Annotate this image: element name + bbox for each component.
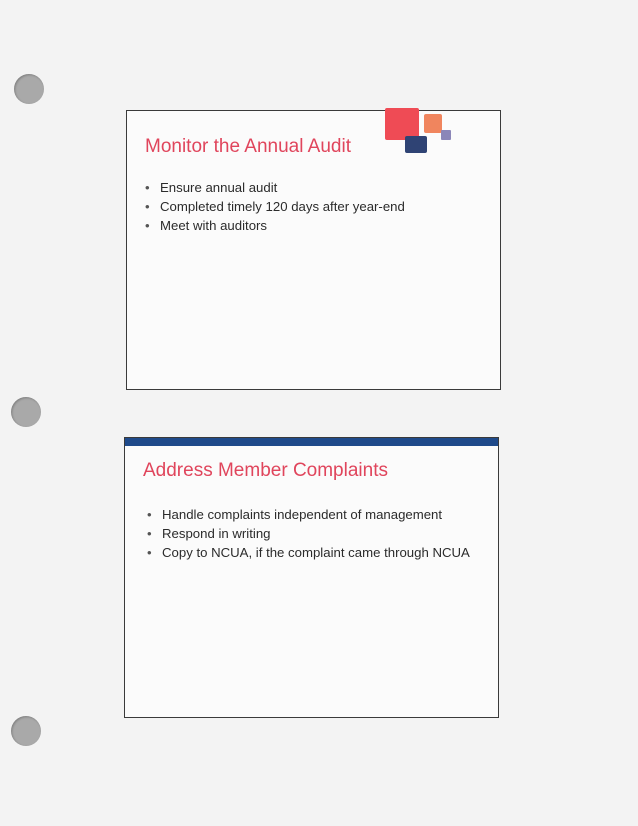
bullet-list — [141, 179, 486, 236]
bullet-item — [143, 525, 473, 542]
bullet-list — [143, 506, 473, 563]
slide-header-band — [125, 438, 498, 446]
bullet-text: Respond in writing — [162, 526, 271, 541]
bullet-item — [143, 544, 473, 561]
bullet-text: Ensure annual audit — [160, 180, 278, 195]
bullet-text: Completed timely 120 days after year-end — [160, 199, 405, 214]
bullet-icon: • — [145, 218, 150, 233]
binder-hole-bottom — [11, 716, 41, 746]
slide-monitor-annual-audit — [126, 110, 501, 390]
bullet-text: Handle complaints independent of management — [162, 507, 443, 522]
bullet-item — [143, 506, 473, 523]
slide-address-member-complaints — [124, 437, 499, 718]
bullet-icon: • — [145, 180, 150, 195]
bullet-icon: • — [145, 199, 150, 214]
decorative-squares-graphic — [385, 108, 465, 156]
binder-hole-middle — [11, 397, 41, 427]
binder-hole-top — [14, 74, 44, 104]
bullet-icon: • — [147, 545, 152, 560]
slide-title: Monitor the Annual Audit — [145, 136, 351, 157]
bullet-icon: • — [147, 507, 152, 522]
bullet-icon: • — [147, 526, 152, 541]
bullet-text: Copy to NCUA, if the complaint came through NCUA — [162, 545, 470, 560]
bullet-item — [141, 198, 486, 215]
bullet-item — [141, 217, 486, 234]
bullet-item — [141, 179, 486, 196]
slide-title: Address Member Complaints — [143, 460, 388, 481]
decorative-squares — [385, 108, 465, 156]
bullet-text: Meet with auditors — [160, 218, 268, 233]
